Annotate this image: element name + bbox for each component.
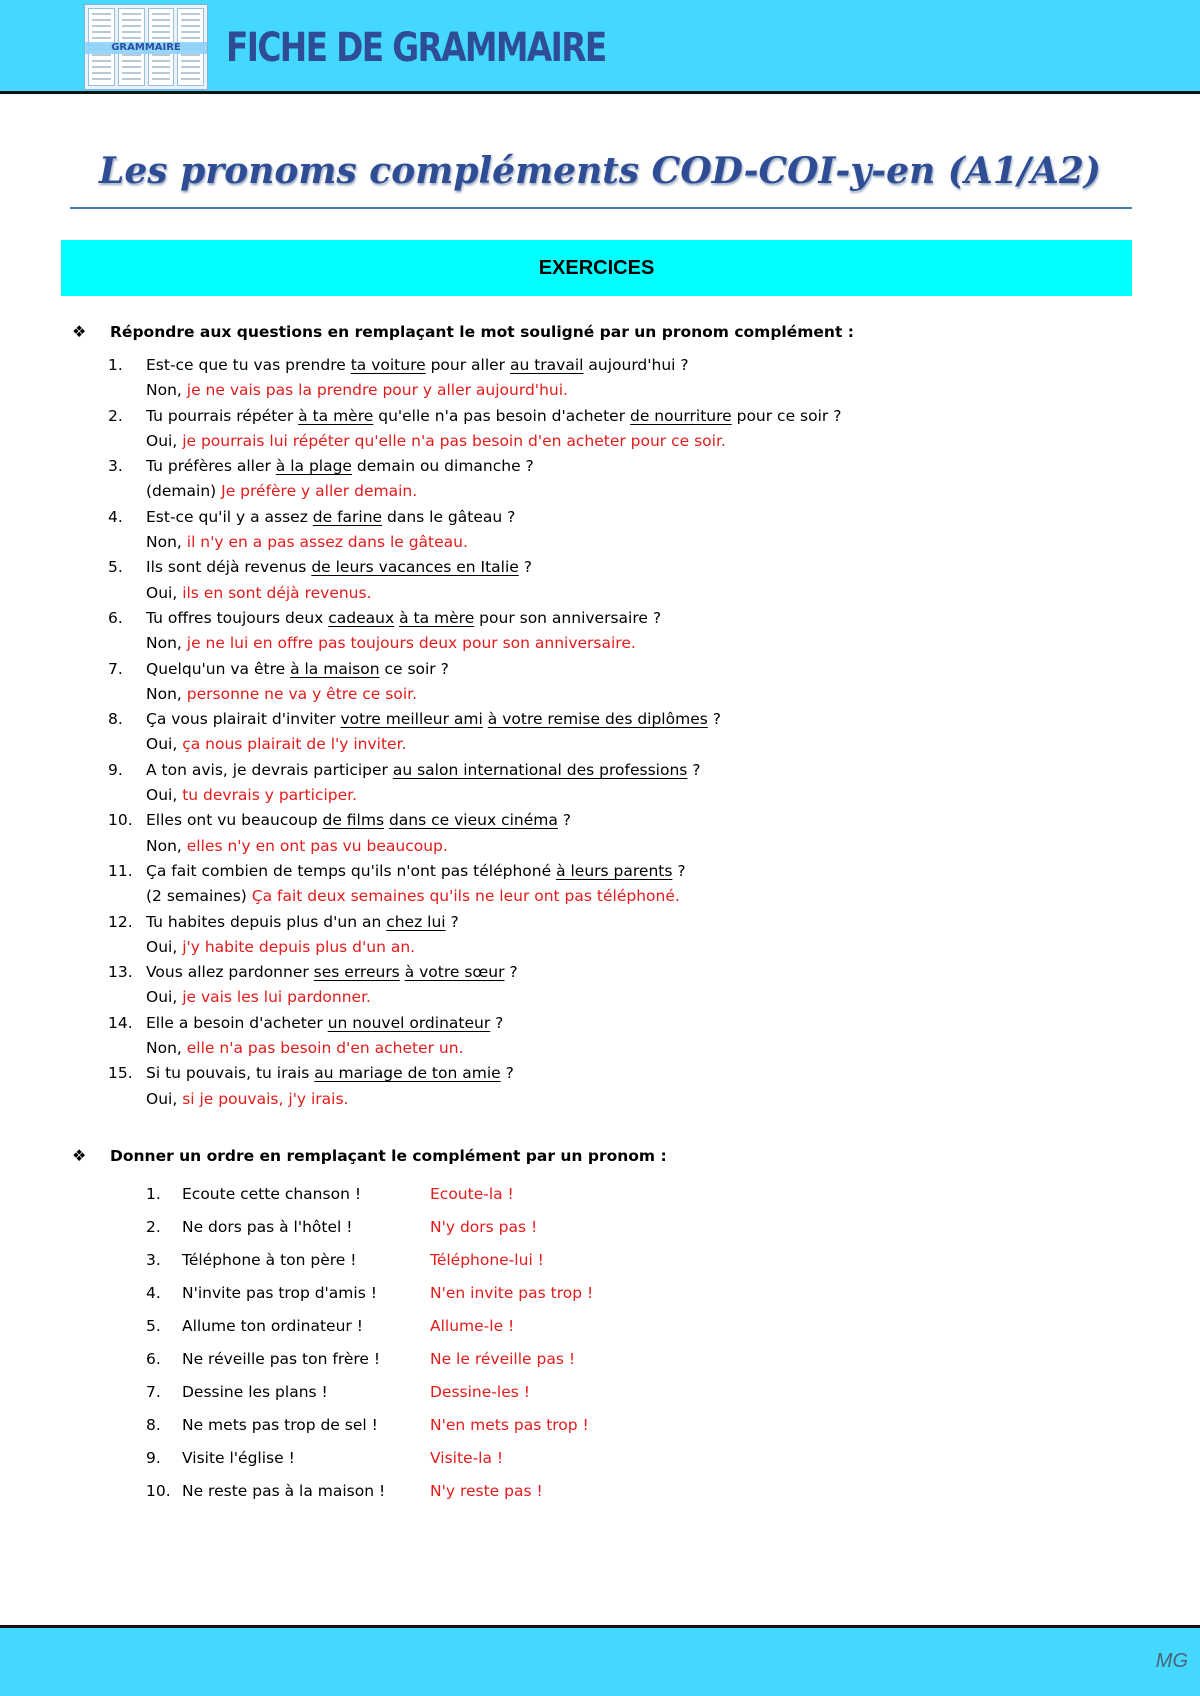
answer-text: ça nous plairait de l'y inviter.	[182, 735, 407, 754]
exercise2-instruction-text: Donner un ordre en remplaçant le complément par un pronom :	[110, 1147, 667, 1165]
question-text: ce soir ?	[379, 659, 449, 678]
underlined-complement: ses erreurs	[313, 963, 400, 982]
order-item	[146, 1211, 593, 1244]
underlined-complement: ta voiture	[350, 356, 426, 374]
item-number: 3.	[108, 457, 123, 476]
order-item	[146, 1178, 593, 1211]
question-text: Ils sont déjà revenus	[146, 558, 312, 577]
question-item	[108, 808, 1168, 859]
question-item	[108, 555, 1168, 606]
answer-lead: (demain)	[146, 482, 222, 501]
question-text: dans le gâteau ?	[382, 507, 516, 526]
question-text: ?	[445, 912, 459, 931]
item-number: 15.	[108, 1064, 133, 1083]
header-band	[0, 0, 1200, 94]
underlined-complement: de leurs vacances en Italie	[311, 558, 519, 577]
underlined-complement: à votre sœur	[404, 963, 505, 982]
answer-line	[108, 581, 1168, 606]
order-item	[146, 1310, 593, 1343]
item-number: 5.	[108, 558, 123, 577]
title-divider	[70, 207, 1132, 209]
item-number: 4.	[108, 507, 123, 526]
item-number: 7.	[108, 659, 123, 678]
question-item	[108, 707, 1168, 758]
answer-text: personne ne va y être ce soir.	[186, 684, 418, 703]
item-number: 8.	[146, 1416, 161, 1434]
underlined-complement: à la maison	[290, 659, 380, 678]
answer-text: il n'y en a pas assez dans le gâteau.	[186, 533, 468, 552]
answer-text: Je préfère y aller demain.	[221, 482, 418, 501]
underlined-complement: au salon international des professions	[392, 760, 688, 779]
question-item	[108, 353, 1168, 404]
underlined-complement: un nouvel ordinateur	[327, 1013, 491, 1032]
question-item	[108, 910, 1168, 961]
item-number: 1.	[146, 1185, 161, 1203]
answer-lead: Oui,	[146, 1089, 183, 1108]
answer-text: je pourrais lui répéter qu'elle n'a pas besoin d'en acheter pour ce soir.	[182, 431, 726, 450]
underlined-complement: votre meilleur ami	[340, 710, 483, 729]
order-item	[146, 1442, 593, 1475]
order-answer: Ne le réveille pas !	[430, 1350, 576, 1368]
order-text: Ne dors pas à l'hôtel !	[182, 1218, 353, 1236]
item-number: 14.	[108, 1013, 133, 1032]
order-text: Ecoute cette chanson !	[182, 1185, 362, 1203]
question-line	[108, 859, 1168, 884]
question-text: Ça fait combien de temps qu'ils n'ont pas téléphoné	[146, 861, 557, 880]
question-text: Ça vous plairait d'inviter	[146, 710, 341, 729]
question-text: pour aller	[425, 356, 510, 374]
item-number: 8.	[108, 710, 123, 729]
diamond-bullet-icon: ❖	[72, 322, 87, 341]
answer-text: je ne vais pas la prendre pour y aller aujourd'hui.	[186, 381, 568, 400]
question-text: ?	[500, 1064, 514, 1083]
order-answer: Téléphone-lui !	[430, 1251, 544, 1269]
order-answer: N'y reste pas !	[430, 1482, 543, 1500]
order-item	[146, 1475, 593, 1508]
order-answer: Dessine-les !	[430, 1383, 530, 1401]
question-text: Quelqu'un va être	[146, 659, 291, 678]
answer-text: ils en sont déjà revenus.	[182, 583, 372, 602]
answer-line	[108, 834, 1168, 859]
underlined-complement: au mariage de ton amie	[314, 1064, 501, 1083]
order-answer: Ecoute-la !	[430, 1185, 514, 1203]
answer-lead: Oui,	[146, 786, 183, 805]
answer-text: je ne lui en offre pas toujours deux pour son anniversaire.	[186, 634, 636, 653]
answer-text: elle n'a pas besoin d'en acheter un.	[186, 1039, 464, 1058]
question-item	[108, 960, 1168, 1011]
item-number: 1.	[108, 356, 123, 374]
answer-line	[108, 732, 1168, 757]
answer-text: Ça fait deux semaines qu'ils ne leur ont pas téléphoné.	[251, 887, 680, 906]
underlined-complement: dans ce vieux cinéma	[388, 811, 558, 830]
order-item	[146, 1277, 593, 1310]
order-text: Allume ton ordinateur !	[182, 1317, 363, 1335]
item-number: 4.	[146, 1284, 161, 1302]
question-text: Est-ce qu'il y a assez	[146, 507, 313, 526]
question-text: Tu pourrais répéter	[146, 406, 299, 425]
question-text: Tu offres toujours deux	[146, 608, 329, 627]
order-text: Ne reste pas à la maison !	[182, 1482, 386, 1500]
answer-line	[108, 378, 1168, 403]
question-item	[108, 454, 1168, 505]
header-title: FICHE DE GRAMMAIRE	[226, 25, 606, 71]
thumbnail-label: GRAMMAIRE	[85, 42, 207, 54]
question-text: aujourd'hui ?	[583, 356, 689, 374]
question-text: Si tu pouvais, tu irais	[146, 1064, 315, 1083]
question-line	[108, 1061, 1168, 1086]
answer-lead: (2 semaines)	[146, 887, 252, 906]
answer-line	[108, 631, 1168, 656]
item-number: 10.	[108, 811, 133, 830]
question-line	[108, 404, 1168, 429]
item-number: 13.	[108, 963, 133, 982]
question-text: demain ou dimanche ?	[351, 457, 534, 476]
order-answer: N'y dors pas !	[430, 1218, 538, 1236]
underlined-complement: chez lui	[386, 912, 446, 931]
exercises-band: EXERCICES	[61, 240, 1132, 296]
underlined-complement: de farine	[312, 507, 383, 526]
question-line	[108, 353, 1168, 378]
answer-line	[108, 429, 1168, 454]
order-item	[146, 1409, 593, 1442]
question-line	[108, 657, 1168, 682]
answer-lead: Non,	[146, 836, 187, 855]
underlined-complement: à votre remise des diplômes	[487, 710, 708, 729]
underlined-complement: au travail	[509, 356, 584, 374]
question-text: Vous allez pardonner	[146, 963, 314, 982]
diamond-bullet-icon: ❖	[72, 1146, 87, 1165]
answer-text: elles n'y en ont pas vu beaucoup.	[186, 836, 448, 855]
order-answer: N'en invite pas trop !	[430, 1284, 594, 1302]
answer-lead: Non,	[146, 634, 187, 653]
question-item	[108, 1011, 1168, 1062]
question-item	[108, 859, 1168, 910]
underlined-complement: à ta mère	[298, 406, 374, 425]
order-answer: Visite-la !	[430, 1449, 504, 1467]
item-number: 6.	[146, 1350, 161, 1368]
question-item	[108, 606, 1168, 657]
answer-line	[108, 783, 1168, 808]
order-answer: N'en mets pas trop !	[430, 1416, 589, 1434]
question-text: ?	[687, 760, 701, 779]
underlined-complement: à leurs parents	[556, 861, 673, 880]
question-text: Elle a besoin d'acheter	[146, 1013, 328, 1032]
item-number: 6.	[108, 608, 123, 627]
order-text: Dessine les plans !	[182, 1383, 328, 1401]
item-number: 12.	[108, 912, 133, 931]
answer-lead: Non,	[146, 381, 187, 400]
order-text: Visite l'église !	[182, 1449, 295, 1467]
question-text: Tu préfères aller	[146, 457, 276, 476]
order-item	[146, 1343, 593, 1376]
answer-lead: Oui,	[146, 431, 183, 450]
question-text: ?	[707, 710, 721, 729]
exercise1-list	[108, 353, 1168, 1112]
item-number: 11.	[108, 861, 133, 880]
answer-lead: Oui,	[146, 735, 183, 754]
underlined-complement: à la plage	[275, 457, 352, 476]
order-item	[146, 1244, 593, 1277]
answer-lead: Non,	[146, 684, 187, 703]
order-text: Ne mets pas trop de sel !	[182, 1416, 378, 1434]
underlined-complement: cadeaux	[328, 608, 395, 627]
answer-text: tu devrais y participer.	[182, 786, 358, 805]
document-title: Les pronoms compléments COD-COI-y-en (A1/A2)	[99, 150, 1101, 192]
item-number: 2.	[146, 1218, 161, 1236]
question-text: qu'elle n'a pas besoin d'acheter	[373, 406, 630, 425]
exercise2-list	[146, 1178, 593, 1508]
item-number: 10.	[146, 1482, 171, 1500]
question-item	[108, 1061, 1168, 1112]
order-text: Téléphone à ton père !	[182, 1251, 357, 1269]
answer-lead: Oui,	[146, 988, 183, 1007]
answer-line	[108, 985, 1168, 1010]
question-text: ?	[672, 861, 686, 880]
item-number: 9.	[108, 760, 123, 779]
answer-line	[108, 1036, 1168, 1061]
question-line	[108, 808, 1168, 833]
question-line	[108, 606, 1168, 631]
footer-band	[0, 1625, 1200, 1696]
worksheet-thumbnail-icon	[84, 4, 208, 90]
question-line	[108, 505, 1168, 530]
item-number: 3.	[146, 1251, 161, 1269]
exercise1-instruction-text: Répondre aux questions en remplaçant le mot souligné par un pronom complément :	[110, 323, 854, 341]
answer-lead: Non,	[146, 1039, 187, 1058]
exercise2-instruction	[72, 1146, 667, 1165]
answer-line	[108, 682, 1168, 707]
question-text: pour son anniversaire ?	[474, 608, 662, 627]
order-text: Ne réveille pas ton frère !	[182, 1350, 381, 1368]
question-text: A ton avis, je devrais participer	[146, 760, 393, 779]
answer-line	[108, 1087, 1168, 1112]
item-number: 9.	[146, 1449, 161, 1467]
question-item	[108, 657, 1168, 708]
question-item	[108, 404, 1168, 455]
question-text: Est-ce que tu vas prendre	[146, 356, 351, 374]
underlined-complement: de films	[322, 811, 385, 830]
answer-text: je vais les lui pardonner.	[182, 988, 371, 1007]
author-signature: MG	[1155, 1650, 1188, 1672]
question-text: pour ce soir ?	[731, 406, 842, 425]
item-number: 7.	[146, 1383, 161, 1401]
question-line	[108, 707, 1168, 732]
item-number: 5.	[146, 1317, 161, 1335]
item-number: 2.	[108, 406, 123, 425]
answer-text: si je pouvais, j'y irais.	[182, 1089, 349, 1108]
question-line	[108, 960, 1168, 985]
answer-line	[108, 479, 1168, 504]
underlined-complement: de nourriture	[630, 406, 732, 425]
question-text: ?	[518, 558, 532, 577]
order-answer: Allume-le !	[430, 1317, 515, 1335]
question-line	[108, 555, 1168, 580]
answer-line	[108, 884, 1168, 909]
question-text: ?	[557, 811, 571, 830]
question-text: Tu habites depuis plus d'un an	[146, 912, 387, 931]
question-text: Elles ont vu beaucoup	[146, 811, 323, 830]
question-line	[108, 758, 1168, 783]
underlined-complement: à ta mère	[399, 608, 475, 627]
question-item	[108, 758, 1168, 809]
question-line	[108, 1011, 1168, 1036]
question-item	[108, 505, 1168, 556]
order-item	[146, 1376, 593, 1409]
answer-lead: Oui,	[146, 583, 183, 602]
exercise1-instruction	[72, 322, 854, 341]
order-text: N'invite pas trop d'amis !	[182, 1284, 377, 1302]
question-text: ?	[504, 963, 518, 982]
answer-line	[108, 530, 1168, 555]
question-line	[108, 910, 1168, 935]
answer-text: j'y habite depuis plus d'un an.	[182, 937, 416, 956]
question-text: ?	[490, 1013, 504, 1032]
question-line	[108, 454, 1168, 479]
answer-lead: Non,	[146, 533, 187, 552]
answer-lead: Oui,	[146, 937, 183, 956]
answer-line	[108, 935, 1168, 960]
